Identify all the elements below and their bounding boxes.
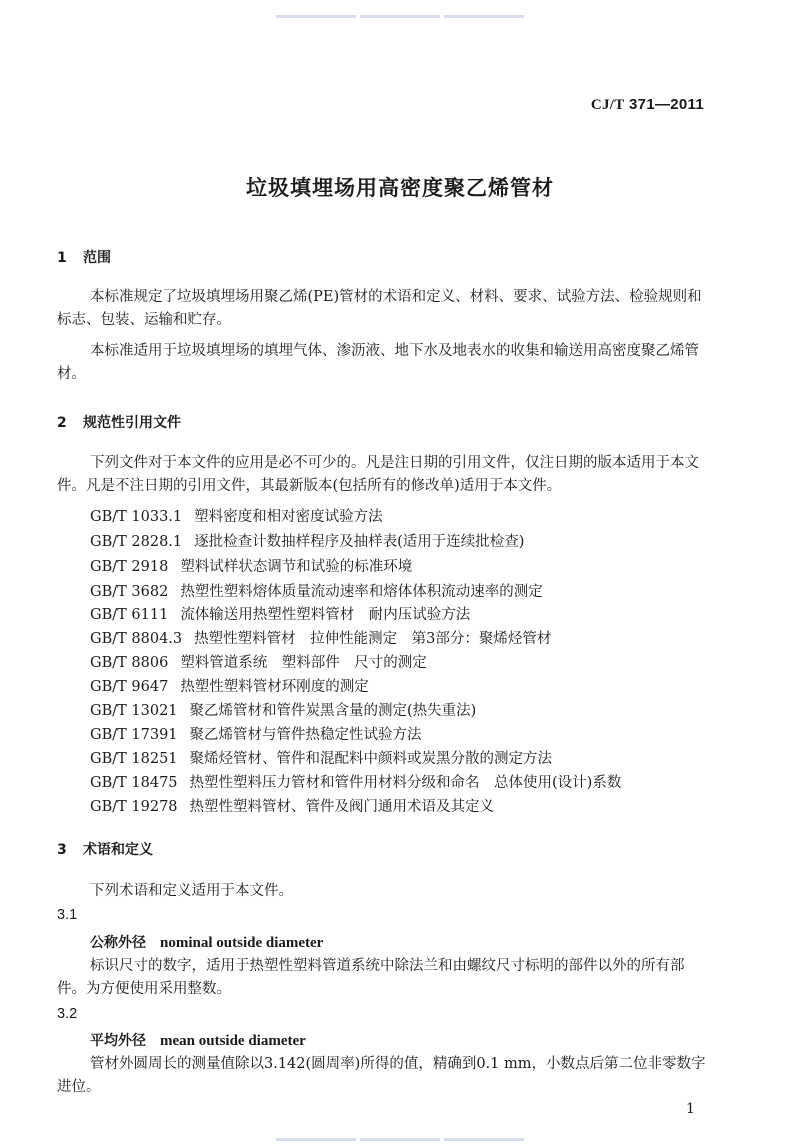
- standard-code-prefix: CJ/T: [590, 97, 625, 113]
- reference-item: GB/T 6111 流体输送用热塑性塑料管材 耐内压试验方法: [90, 607, 471, 623]
- reference-item: GB/T 8806 塑料管道系统 塑料部件 尺寸的测定: [90, 655, 427, 671]
- page-number: 1: [686, 1101, 695, 1117]
- term-heading: 平均外径 mean outside diameter: [90, 1033, 306, 1049]
- scope-paragraph-2: 本标准适用于垃圾填埋场的填埋气体、渗沥液、地下水及地表水的收集和输送用高密度聚乙烯管材。: [57, 343, 699, 382]
- section-title: 规范性引用文件: [83, 415, 181, 431]
- section-title: 术语和定义: [83, 842, 153, 858]
- term-definition: 管材外圆周长的测量值除以3.142(圆周率)所得的值，精确到0.1 mm，小数点后第二位非零数字进位。: [57, 1056, 706, 1095]
- scope-paragraph-1: 本标准规定了垃圾填埋场用聚乙烯(PE)管材的术语和定义、材料、要求、试验方法、检验规则和标志、包装、运输和贮存。: [57, 289, 702, 328]
- document-title: 垃圾填埋场用高密度聚乙烯管材: [246, 176, 554, 200]
- reference-item: GB/T 2828.1 逐批检查计数抽样程序及抽样表(适用于连续批检查): [90, 534, 525, 550]
- section-heading-terms-definitions: [57, 839, 153, 859]
- terms-intro-paragraph: 下列术语和定义适用于本文件。: [90, 883, 293, 899]
- reference-item: GB/T 18251 聚烯烃管材、管件和混配料中颜料或炭黑分散的测定方法: [90, 751, 553, 767]
- watermark-bottom: [0, 1129, 800, 1148]
- section-number: 3: [57, 842, 67, 858]
- clause-number: 3.2: [57, 1006, 78, 1022]
- references-intro-paragraph: 下列文件对于本文件的应用是必不可少的。凡是注日期的引用文件，仅注日期的版本适用于本文件。凡是不注日期的引用文件，其最新版本(包括所有的修改单)适用于本文件。: [57, 455, 699, 494]
- section-heading-scope: [57, 247, 111, 267]
- section-number: 1: [57, 250, 67, 266]
- reference-item: GB/T 3682 热塑性塑料熔体质量流动速率和熔体体积流动速率的测定: [90, 584, 543, 600]
- reference-item: GB/T 13021 聚乙烯管材和管件炭黑含量的测定(热失重法): [90, 703, 477, 719]
- section-heading-normative-references: [57, 412, 181, 432]
- reference-item: GB/T 19278 热塑性塑料管材、管件及阀门通用术语及其定义: [90, 799, 495, 815]
- clause-number: 3.1: [57, 907, 78, 923]
- term-heading: 公称外径 nominal outside diameter: [90, 935, 324, 951]
- reference-item: GB/T 18475 热塑性塑料压力管材和管件用材料分级和命名 总体使用(设计)系数: [90, 775, 622, 791]
- term-definition: 标识尺寸的数字，适用于热塑性塑料管道系统中除法兰和由螺纹尺寸标明的部件以外的所有部件。为方便使用采用整数。: [57, 958, 685, 997]
- section-title: 范围: [83, 250, 111, 266]
- standard-code-number: 371—2011: [629, 96, 704, 113]
- reference-item: GB/T 9647 热塑性塑料管材环刚度的测定: [90, 679, 369, 695]
- reference-item: GB/T 17391 聚乙烯管材与管件热稳定性试验方法: [90, 727, 422, 743]
- reference-item: GB/T 2918 塑料试样状态调节和试验的标准环境: [90, 559, 413, 575]
- standard-code: [591, 96, 704, 114]
- reference-item: GB/T 8804.3 热塑性塑料管材 拉伸性能测定 第3部分：聚烯烃管材: [90, 631, 552, 647]
- section-number: 2: [57, 415, 67, 431]
- reference-item: GB/T 1033.1 塑料密度和相对密度试验方法: [90, 509, 383, 525]
- watermark-top: [0, 6, 800, 25]
